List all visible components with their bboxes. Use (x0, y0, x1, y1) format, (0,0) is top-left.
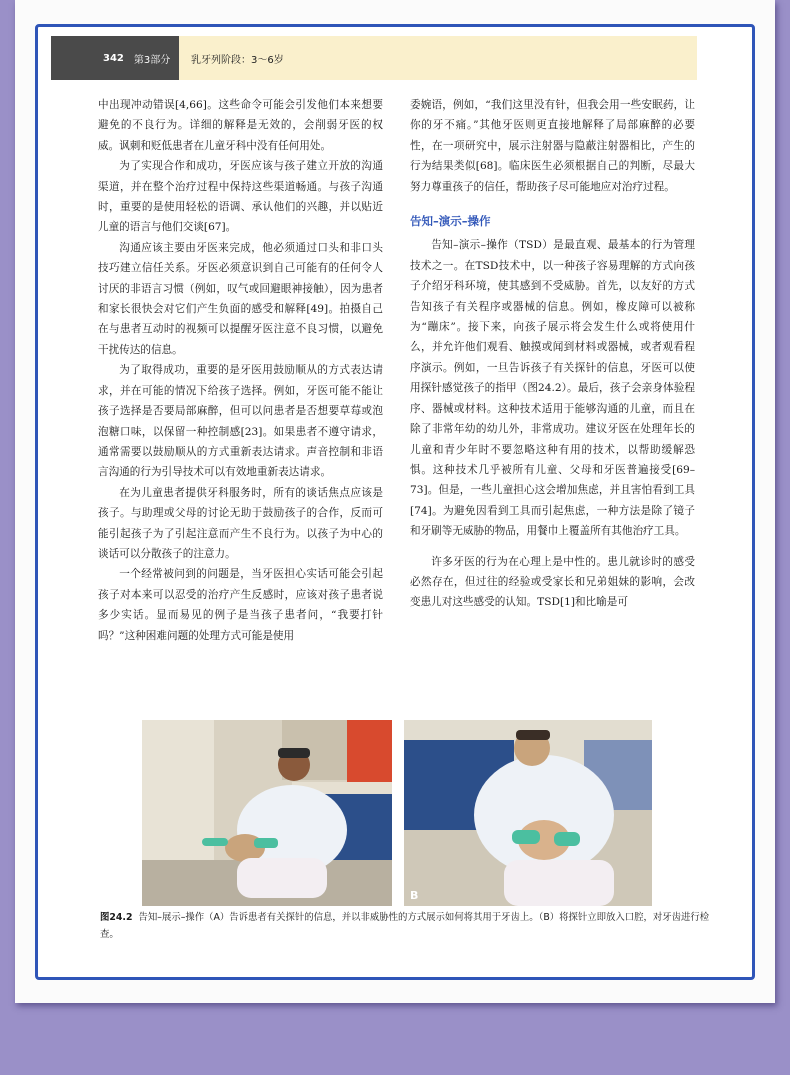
paragraph: 为了取得成功，重要的是牙医用鼓励顺从的方式表达请求，并在可能的情况下给孩子选择。例如，牙医可能不能让孩子选择是否要局部麻醉，但可以问患者是否想要草莓或泡泡糖口味，以保留一种控制感[23]。如果患者不遵守请求，通常需要以鼓励顺从的方式重新表达请求。声音控制和非语言沟通的行为引导技术可以有效地重新表达请求。 (98, 364, 383, 479)
page-frame (35, 24, 755, 980)
chapter-title: 乳牙列阶段：3～6岁 (191, 54, 284, 66)
paragraph: 在为儿童患者提供牙科服务时，所有的谈话焦点应该是孩子。与助理或父母的讨论无助于鼓励孩子的合作，反而可能引起孩子为了引起注意而产生不良行为。以孩子为中心的谈话可以分散孩子的注意力。 (98, 486, 383, 560)
dental-exam-photo-b (404, 720, 652, 906)
paragraph: 许多牙医的行为在心理上是中性的。患儿就诊时的感受必然存在，但过往的经验或受家长和兄弟姐妹的影响，会改变患儿对这些感受的认知。TSD[1]和比喻是可 (410, 555, 695, 609)
book-page (15, 0, 775, 1003)
photo-label-b: B (410, 889, 419, 902)
figure-caption (100, 909, 720, 943)
right-column (410, 95, 695, 613)
page-number: 342 (103, 52, 124, 64)
caption-text: 告知–展示–操作（A）告诉患者有关探针的信息，并以非威胁性的方式展示如何将其用于牙齿上。（B）将探针立即放入口腔，对牙齿进行检查。 (100, 912, 710, 940)
paragraph: 告知–演示–操作（TSD）是最直观、最基本的行为管理技术之一。在TSD技术中，以一种孩子容易理解的方式向孩子介绍牙科环境，使其感到不受威胁。首先，以友好的方式告知孩子有关程序或器械的信息。例如，橡皮障可以被称为“蹦床”。接下来，向孩子展示将会发生什么或将使用什么，并允许他们观看、触摸或闻到材料或器械，或者观看程序演示。例如，一旦告诉孩子有关探针的信息，牙医可以使用探针感觉孩子的指甲（图24.2）。最后，孩子会亲身体验程序、器械或材料。这种技术适用于能够沟通的儿童，而且在除了非常年幼的幼儿外，非常成功。建议牙医在处理年长的儿童和青少年时不要忽略这种有用的技术，以帮助缓解恐惧。这种技术几乎被所有儿童、父母和牙医普遍接受[69–73]。但是，一些儿童担心这会增加焦虑，并且害怕看到工具[74]。为避免因看到工具而引起焦虑，一种方法是除了镜子和牙刷等无威胁的物品，用餐巾上覆盖所有其他治疗工具。 (410, 239, 695, 538)
left-column (98, 95, 383, 646)
paragraph: 沟通应该主要由牙医来完成，他必须通过口头和非口头技巧建立信任关系。牙医必须意识到自己可能有的任何令人讨厌的非语言习惯（例如，叹气或回避眼神接触），因为患者和家长很快会对它们产生负面的感受和解释[49]。拍摄自己在与患者互动时的视频可以提醒牙医注意不良习惯，以避免干扰传达的信息。 (98, 241, 383, 356)
paragraph: 委婉语，例如，“我们这里没有针，但我会用一些安眠药，让你的牙不痛。”其他牙医则更直接地解释了局部麻醉的必要性，在一项研究中，展示注射器与隐蔽注射器相比，产生的行为结果类似[68]。临床医生必须根据自己的判断，尽最大努力尊重孩子的信任，帮助孩子尽可能地应对治疗过程。 (410, 99, 695, 193)
dental-exam-photo-a (142, 720, 392, 906)
section-heading: 告知–演示–操作 (410, 214, 491, 229)
paragraph: 一个经常被问到的问题是，当牙医担心实话可能会引起孩子对本来可以忍受的治疗产生反感时，应该对孩子患者说多少实话。显而易见的例子是当孩子患者问，“我要打针吗？”这种困难问题的处理方式可能是使用 (98, 568, 383, 642)
figure-number: 图24.2 (100, 912, 133, 923)
part-label: 第3部分 (133, 54, 171, 66)
running-header (51, 36, 697, 80)
figure-photo-a (142, 720, 392, 906)
paragraph: 为了实现合作和成功，牙医应该与孩子建立开放的沟通渠道，并在整个治疗过程中保持这些渠道畅通。与孩子沟通时，重要的是使用轻松的语调、承认他们的兴趣，并以贴近儿童的语言与他们交谈[67]。 (98, 160, 383, 234)
figure-photo-b (404, 720, 652, 906)
header-page-block (51, 36, 179, 80)
paragraph: 中出现冲动错误[4,66]。这些命令可能会引发他们本来想要避免的不良行为。详细的解释是无效的，会削弱牙医的权威。讽刺和贬低患者在儿童牙科中没有任何用处。 (98, 99, 383, 152)
